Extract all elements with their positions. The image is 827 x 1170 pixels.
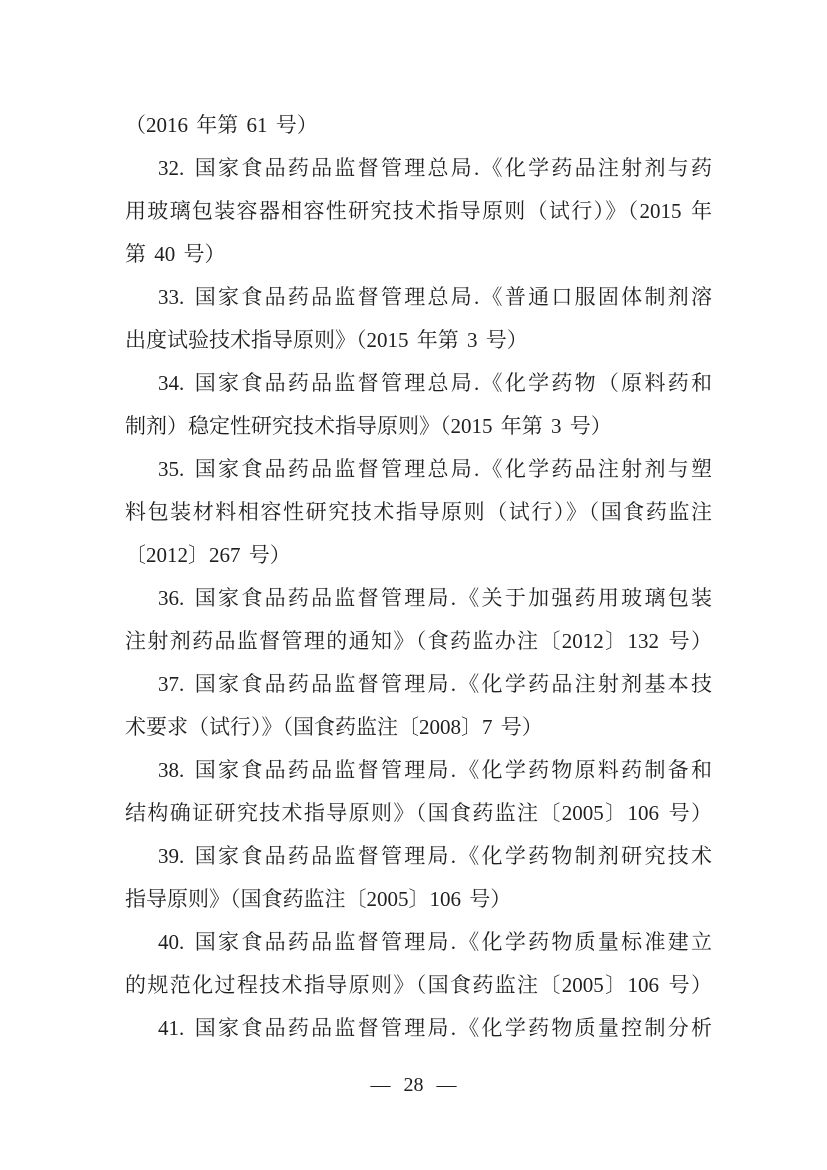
text-line: 术要求（试行）》（国食药监注〔2008〕7 号） xyxy=(125,715,543,739)
text-line: 用玻璃包装容器相容性研究技术指导原则（试行）》（2015 年 xyxy=(125,199,712,223)
text-line: 39. 国家食品药品监督管理局.《化学药物制剂研究技术 xyxy=(158,844,712,868)
text-line: 出度试验技术指导原则》（2015 年第 3 号） xyxy=(125,328,528,352)
text-line: 指导原则》（国食药监注〔2005〕106 号） xyxy=(125,887,512,911)
text-line: 制剂）稳定性研究技术指导原则》（2015 年第 3 号） xyxy=(125,414,612,438)
text-line: 38. 国家食品药品监督管理局.《化学药物原料药制备和 xyxy=(158,758,712,782)
page-number: — 28 — xyxy=(370,1074,457,1096)
text-line: 33. 国家食品药品监督管理总局.《普通口服固体制剂溶 xyxy=(158,285,712,309)
text-line: 37. 国家食品药品监督管理局.《化学药品注射剂基本技 xyxy=(158,672,712,696)
text-line: 41. 国家食品药品监督管理局.《化学药物质量控制分析 xyxy=(158,1016,712,1040)
text-line: 32. 国家食品药品监督管理总局.《化学药品注射剂与药 xyxy=(158,156,712,180)
text-line: 40. 国家食品药品监督管理局.《化学药物质量标准建立 xyxy=(158,930,712,954)
text-line: 的规范化过程技术指导原则》（国食药监注〔2005〕106 号） xyxy=(125,973,712,997)
text-line: 34. 国家食品药品监督管理总局.《化学药物（原料药和 xyxy=(158,371,712,395)
text-line: 注射剂药品监督管理的通知》（食药监办注〔2012〕132 号） xyxy=(125,629,712,653)
text-line: 〔2012〕267 号） xyxy=(125,543,291,567)
text-line: 结构确证研究技术指导原则》（国食药监注〔2005〕106 号） xyxy=(125,801,712,825)
references-text-block xyxy=(125,104,712,1050)
text-line: 35. 国家食品药品监督管理总局.《化学药品注射剂与塑 xyxy=(158,457,712,481)
page-footer xyxy=(0,1068,827,1102)
text-line: 料包装材料相容性研究技术指导原则（试行）》（国食药监注 xyxy=(125,500,712,524)
text-line: 36. 国家食品药品监督管理局.《关于加强药用玻璃包装 xyxy=(158,586,712,610)
text-line: 第 40 号） xyxy=(125,242,226,266)
text-line: （2016 年第 61 号） xyxy=(125,113,318,137)
